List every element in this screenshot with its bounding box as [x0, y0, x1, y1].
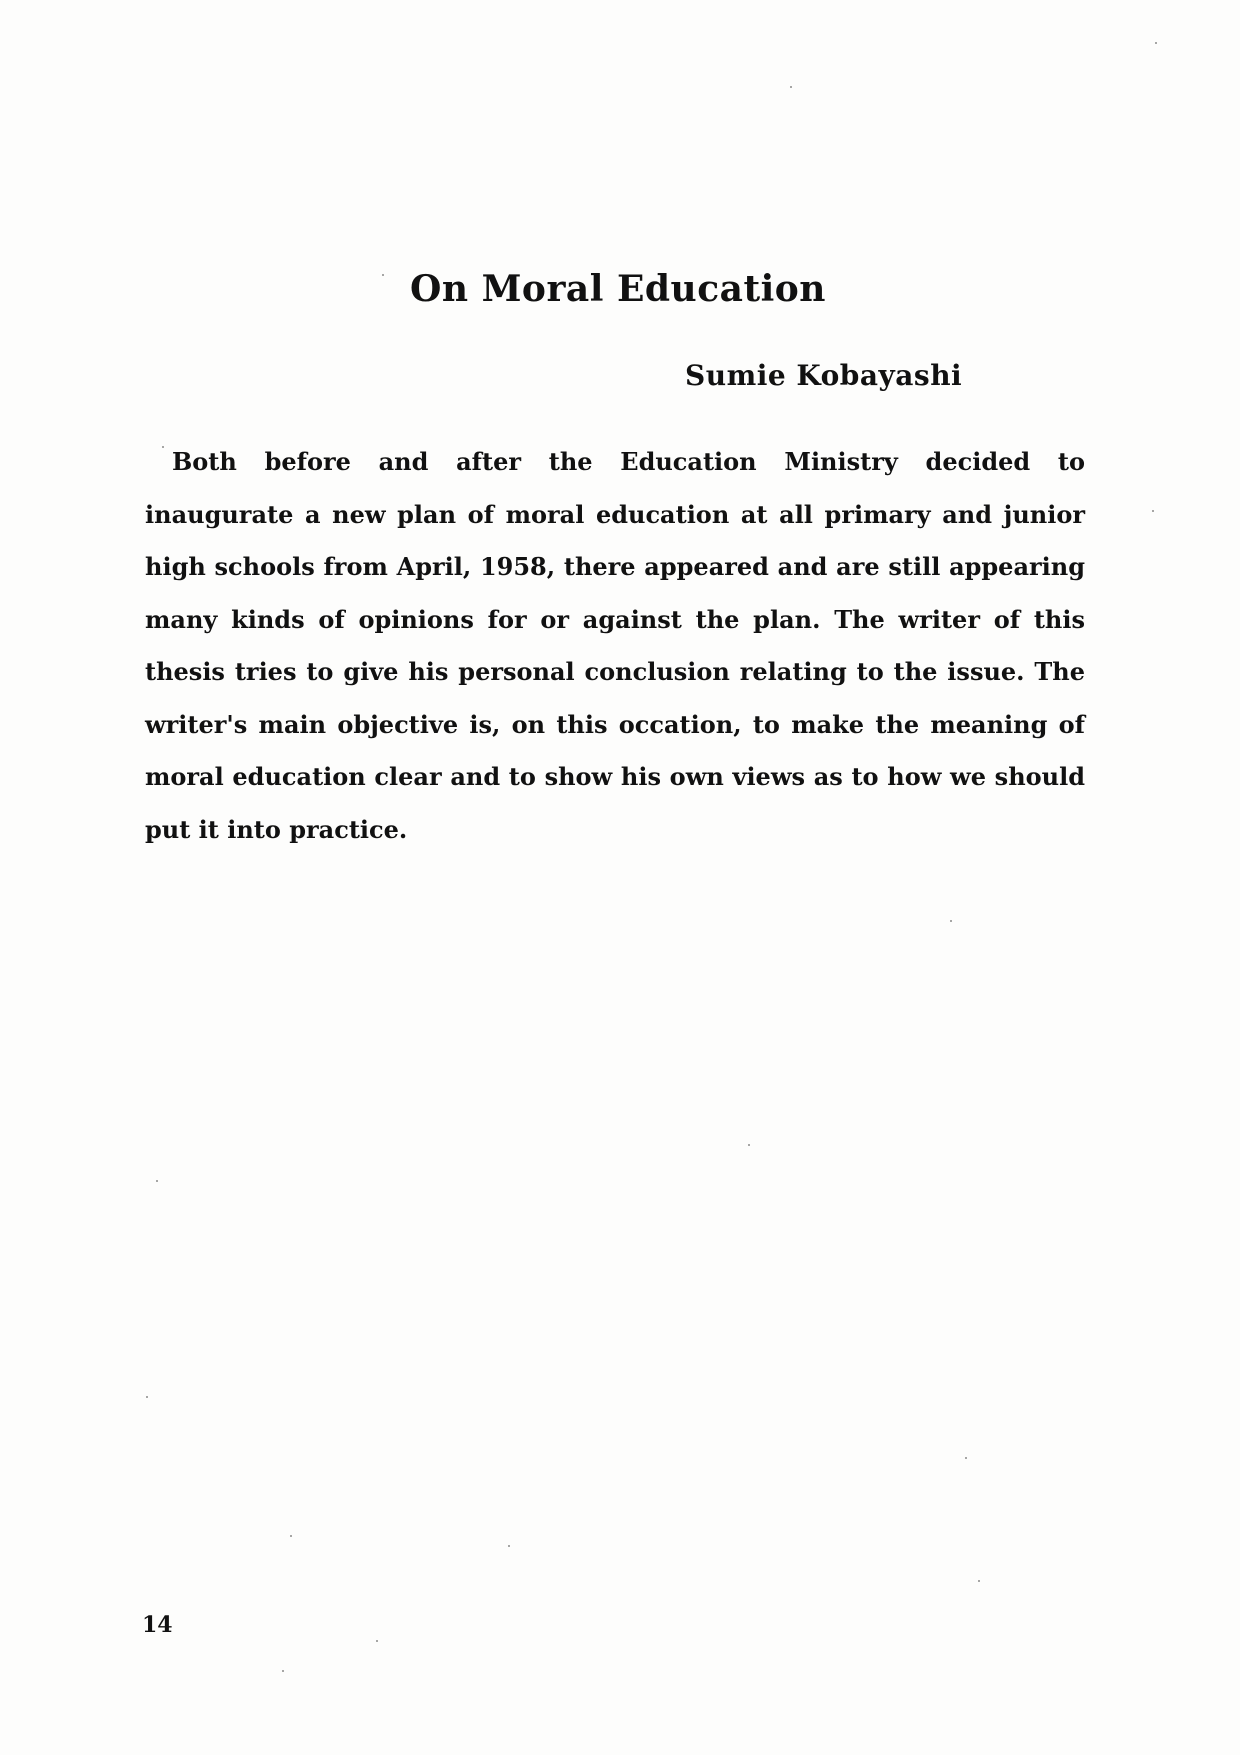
scan-speck: [508, 1545, 510, 1547]
scan-speck: [790, 86, 792, 88]
scan-speck: [146, 1396, 148, 1398]
paper-title: On Moral Education: [410, 268, 826, 310]
scan-speck: [290, 1535, 292, 1537]
scan-speck: [1152, 510, 1154, 512]
scan-speck: [978, 1580, 980, 1582]
scan-speck: [1155, 42, 1157, 44]
scan-speck: [282, 1670, 284, 1672]
scan-speck: [156, 1180, 158, 1182]
scan-speck: [162, 446, 164, 448]
scan-speck: [376, 1640, 378, 1642]
scan-speck: [965, 1457, 967, 1459]
scan-speck: [382, 274, 384, 276]
scan-speck: [748, 1144, 750, 1146]
author-name: Sumie Kobayashi: [685, 359, 963, 392]
scan-speck: [950, 920, 952, 922]
abstract-paragraph: Both before and after the Education Ministry decided to inaugurate a new plan of moral education at all primary and junior high schools from April, 1958, there appeared and are still appearing many kinds of opinions for or against the plan. The writer of this thesis tries to give his personal conclusion relating to the issue. The writer's main objective is, on this occation, to make the meaning of moral education clear and to show his own views as to how we should put it into practice.: [145, 447, 1085, 844]
page-number: 14: [142, 1612, 173, 1638]
